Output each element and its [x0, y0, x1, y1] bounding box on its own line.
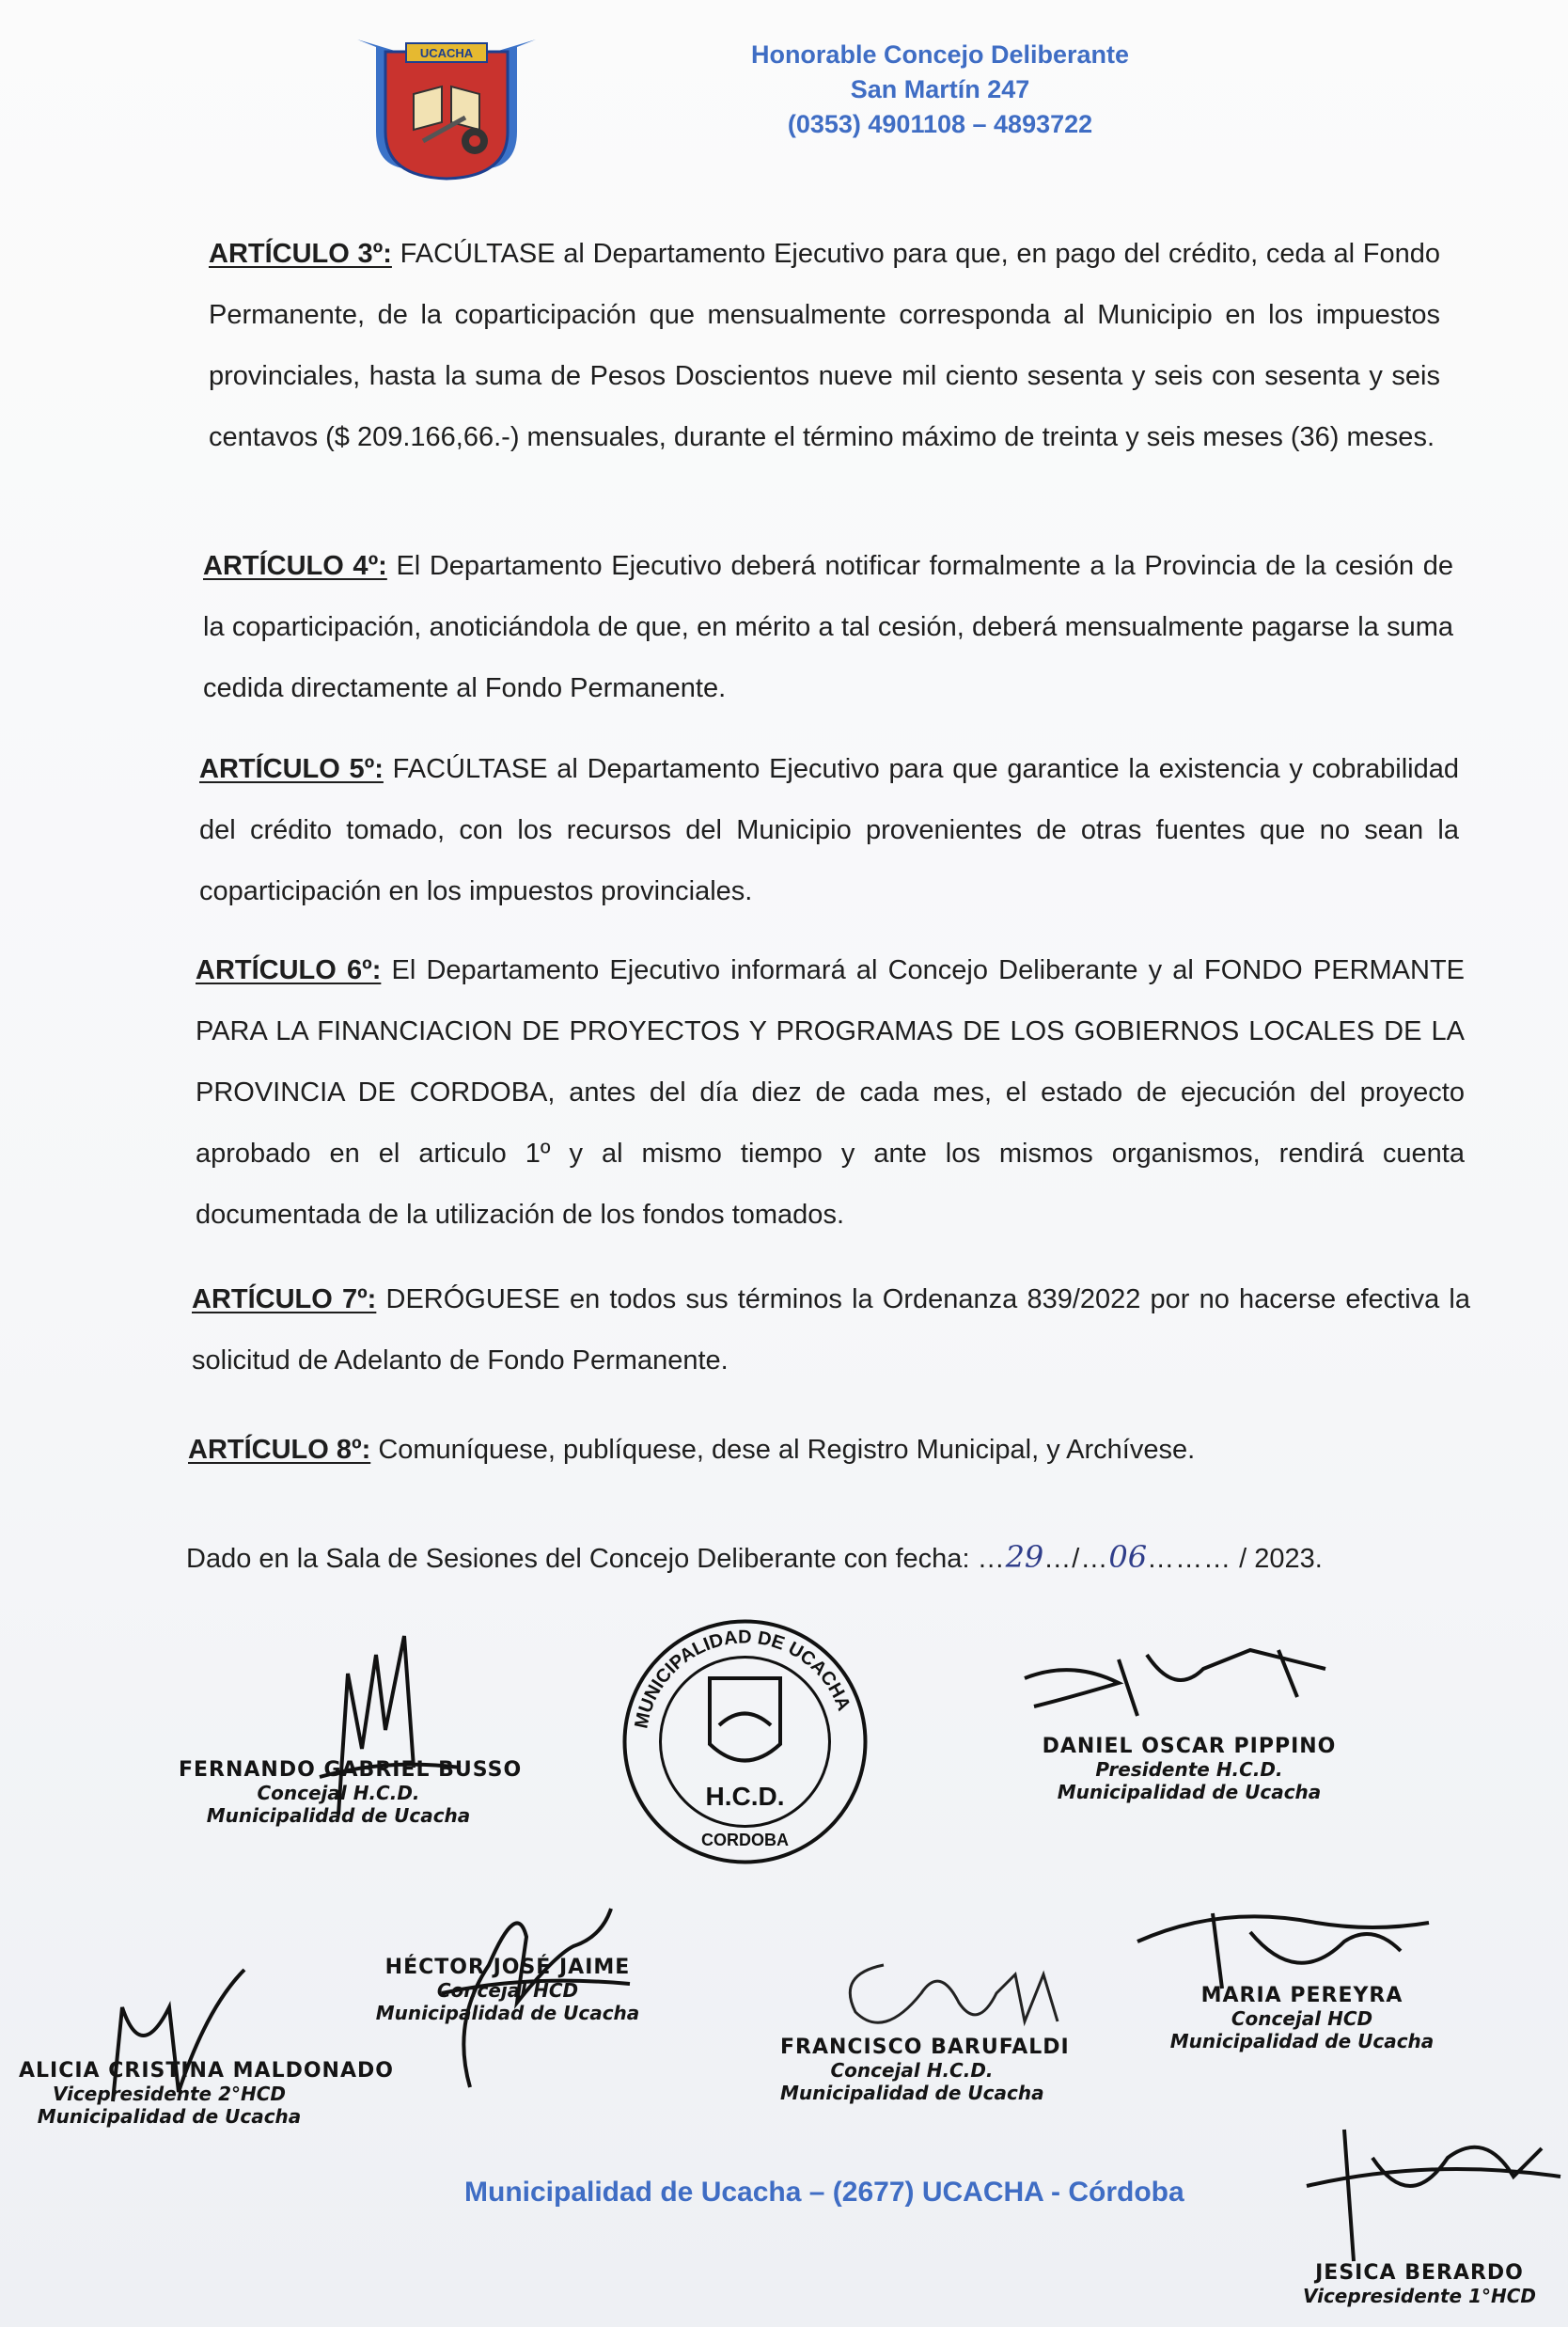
- signatory-name: HÉCTOR JOSÉ JAIME: [384, 1956, 631, 1979]
- seal-center-text: H.C.D.: [705, 1782, 785, 1811]
- handwritten-month: 06: [1108, 1539, 1148, 1575]
- signatory-barufaldi: [780, 2036, 1070, 2104]
- article-heading: ARTÍCULO 6º:: [196, 955, 382, 985]
- article-text: Comuníquese, publíquese, dese al Registro Municipal, y Archívese.: [378, 1435, 1196, 1465]
- signatory-role: Concejal H.C.D.: [830, 2059, 994, 2082]
- signatory-name: JESICA BERARDO: [1315, 2261, 1524, 2285]
- signatory-municipality: Municipalidad de Ucacha: [780, 2082, 1044, 2104]
- logo-text: UCACHA: [419, 46, 474, 60]
- article-7: [192, 1269, 1470, 1391]
- handwritten-day: 29: [1005, 1539, 1044, 1575]
- dated-line: Dado en la Sala de Sesiones del Concejo Deliberante con fecha: …29…/…06……… / 2023.: [186, 1539, 1323, 1575]
- page-footer: Municipalidad de Ucacha – (2677) UCACHA - Córdoba: [464, 2177, 1184, 2208]
- article-text: FACÚLTASE al Departamento Ejecutivo para que garantice la existencia y cobrabilidad del crédito tomado, con los recursos del Municipio provenientes de otras fuentes que no sean la coparticipación en los impuestos provinciales.: [199, 754, 1459, 906]
- article-text: El Departamento Ejecutivo informará al Concejo Deliberante y al FONDO PERMANTE PARA LA FINANCIACION DE PROYECTOS Y PROGRAMAS DE LOS GOBIERNOS LOCALES DE LA PROVINCIA DE CORDOBA, antes del día diez de cada mes, el estado de ejecución del proyecto aprobado en el articulo 1º y al mismo tiempo y ante los mismos organismos, rendirá cuenta documentada de la utilización de los fondos tomados.: [196, 955, 1466, 1230]
- signatory-role: Concejal H.C.D.: [257, 1782, 420, 1804]
- org-address: San Martín 247: [850, 75, 1030, 103]
- signatory-name: ALICIA CRISTINA MALDONADO: [19, 2059, 394, 2083]
- article-4: [203, 536, 1453, 719]
- article-text: FACÚLTASE al Departamento Ejecutivo para que, en pago del crédito, ceda al Fondo Permanente, de la coparticipación que mensualmente corresponda al Municipio en los impuestos provinciales, hasta la suma de Pesos Doscientos nueve mil ciento sesenta y seis con sesenta y seis centavos ($ 209.166,66.-) mensuales, durante el término máximo de treinta y seis meses (36) meses.: [209, 239, 1440, 452]
- org-name: Honorable Concejo Deliberante: [750, 40, 1130, 69]
- article-text: DERÓGUESE en todos sus términos la Ordenanza 839/2022 por no hacerse efectiva la solicitud de Adelanto de Fondo Permanente.: [192, 1284, 1470, 1376]
- signatory-jaime: [348, 1956, 667, 2024]
- signatory-pereyra: [1147, 1984, 1457, 2052]
- signatory-berardo: [1278, 2261, 1560, 2307]
- signatory-municipality: Municipalidad de Ucacha: [1169, 2030, 1435, 2052]
- dated-year: / 2023.: [1239, 1544, 1323, 1574]
- municipal-logo: [348, 28, 545, 183]
- signature-pippino: [1015, 1641, 1335, 1744]
- signatory-name: FERNANDO GABRIEL BUSSO: [179, 1758, 523, 1782]
- article-8: [188, 1420, 1466, 1481]
- org-phone: (0353) 4901108 – 4893722: [787, 110, 1093, 138]
- article-5: [199, 739, 1459, 922]
- signatory-municipality: Municipalidad de Ucacha: [375, 2002, 640, 2024]
- dated-prefix: Dado en la Sala de Sesiones del Concejo Deliberante con fecha:: [186, 1544, 970, 1574]
- organization-header: [658, 38, 1222, 142]
- signatory-municipality: Municipalidad de Ucacha: [37, 2105, 302, 2128]
- signatory-name: DANIEL OSCAR PIPPINO: [1042, 1735, 1337, 1758]
- article-heading: ARTÍCULO 8º:: [188, 1435, 371, 1465]
- signatory-name: MARIA PEREYRA: [1200, 1984, 1403, 2007]
- seal-bottom-text: CORDOBA: [701, 1831, 789, 1849]
- article-3: [209, 224, 1440, 468]
- signatory-pippino: [1025, 1735, 1354, 1803]
- signatory-municipality: Municipalidad de Ucacha: [1057, 1781, 1322, 1803]
- article-heading: ARTÍCULO 5º:: [199, 754, 384, 784]
- signatory-role: Vicepresidente 1°HCD: [1302, 2285, 1537, 2307]
- signatory-maldonado: [19, 2059, 394, 2128]
- article-heading: ARTÍCULO 7º:: [192, 1284, 377, 1314]
- seal-ring-text: MUNICIPALIDAD DE UCACHA: [631, 1627, 855, 1731]
- signatory-role: Concejal HCD: [1231, 2007, 1373, 2030]
- signature-berardo: [1288, 2120, 1568, 2271]
- article-text: El Departamento Ejecutivo deberá notificar formalmente a la Provincia de la cesión de la coparticipación, anoticiándola de que, en mérito a tal cesión, deberá mensualmente pagarse la suma cedida directamente al Fondo Permanente.: [203, 551, 1453, 703]
- signatory-role: Presidente H.C.D.: [1095, 1758, 1283, 1781]
- article-6: [196, 940, 1465, 1246]
- signatory-municipality: Municipalidad de Ucacha: [206, 1804, 471, 1827]
- official-seal: [616, 1612, 874, 1871]
- signatory-role: Concejal HCD: [436, 1979, 579, 2002]
- signatory-name: FRANCISCO BARUFALDI: [780, 2036, 1070, 2059]
- article-heading: ARTÍCULO 3º:: [209, 239, 392, 269]
- signatory-role: Vicepresidente 2°HCD: [52, 2083, 287, 2105]
- article-heading: ARTÍCULO 4º:: [203, 551, 387, 581]
- signatory-busso: [179, 1758, 523, 1827]
